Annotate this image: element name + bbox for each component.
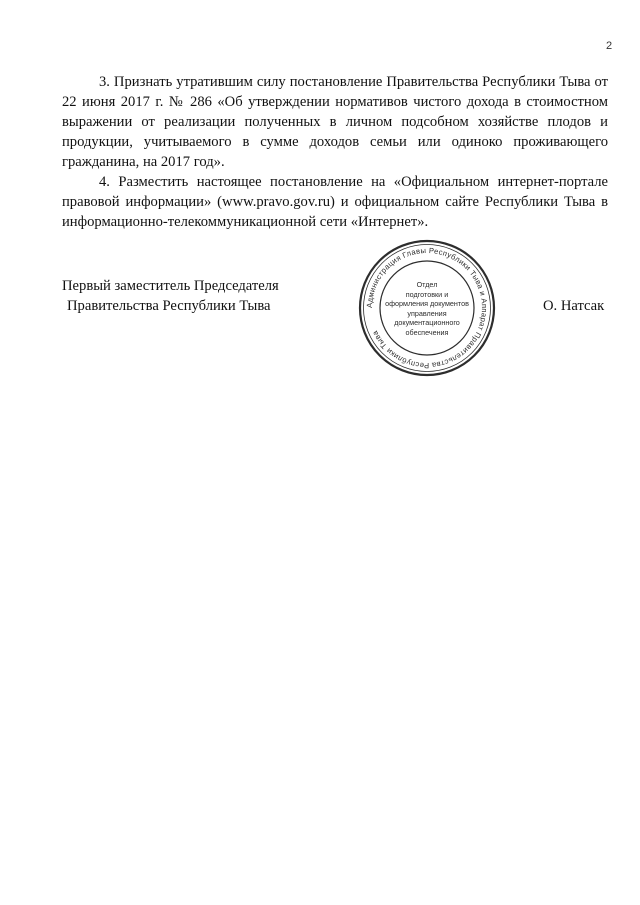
stamp-center-line: управления	[407, 308, 447, 318]
document-body	[62, 72, 608, 232]
stamp-center-line: подготовки и	[405, 289, 449, 299]
stamp-center-line: оформления документов	[385, 299, 469, 309]
stamp-center-line: обеспечения	[405, 327, 449, 337]
paragraph-3: 3. Признать утратившим силу постановление Правительства Республики Тыва от 22 июня 2017 г. № 286 «Об утверждении нормативов чистого дохода в стоимостном выражении от реализации полученных в личном подсобном хозяйстве плодов и продукции, учитываемого в сумме доходов семьи или одиноко проживающего гражданина, на 2017 год».	[62, 74, 608, 170]
stamp-center-line: документационного	[394, 318, 460, 328]
stamp-ring-text: Администрация Главы Республики Тыва и Аппарат Правительства Республики Тыва	[364, 245, 490, 371]
paragraph-4: 4. Разместить настоящее постановление на «Официальном интернет-портале правовой информации» (www.pravo.gov.ru) и официальном сайте Республики Тыва в информационно-телекоммуникационной сети «Интернет».	[62, 174, 608, 230]
stamp-center-line: Отдел	[416, 280, 438, 289]
signatory-position	[62, 276, 279, 316]
signatory-position-line-1: Первый заместитель Председателя	[62, 278, 279, 294]
stamp-center-text	[379, 280, 475, 338]
signatory-name: О. Натсак	[543, 298, 605, 314]
official-stamp	[357, 238, 497, 378]
signatory-position-line-2: Правительства Республики Тыва	[67, 298, 271, 314]
page-number: 2	[606, 40, 613, 52]
